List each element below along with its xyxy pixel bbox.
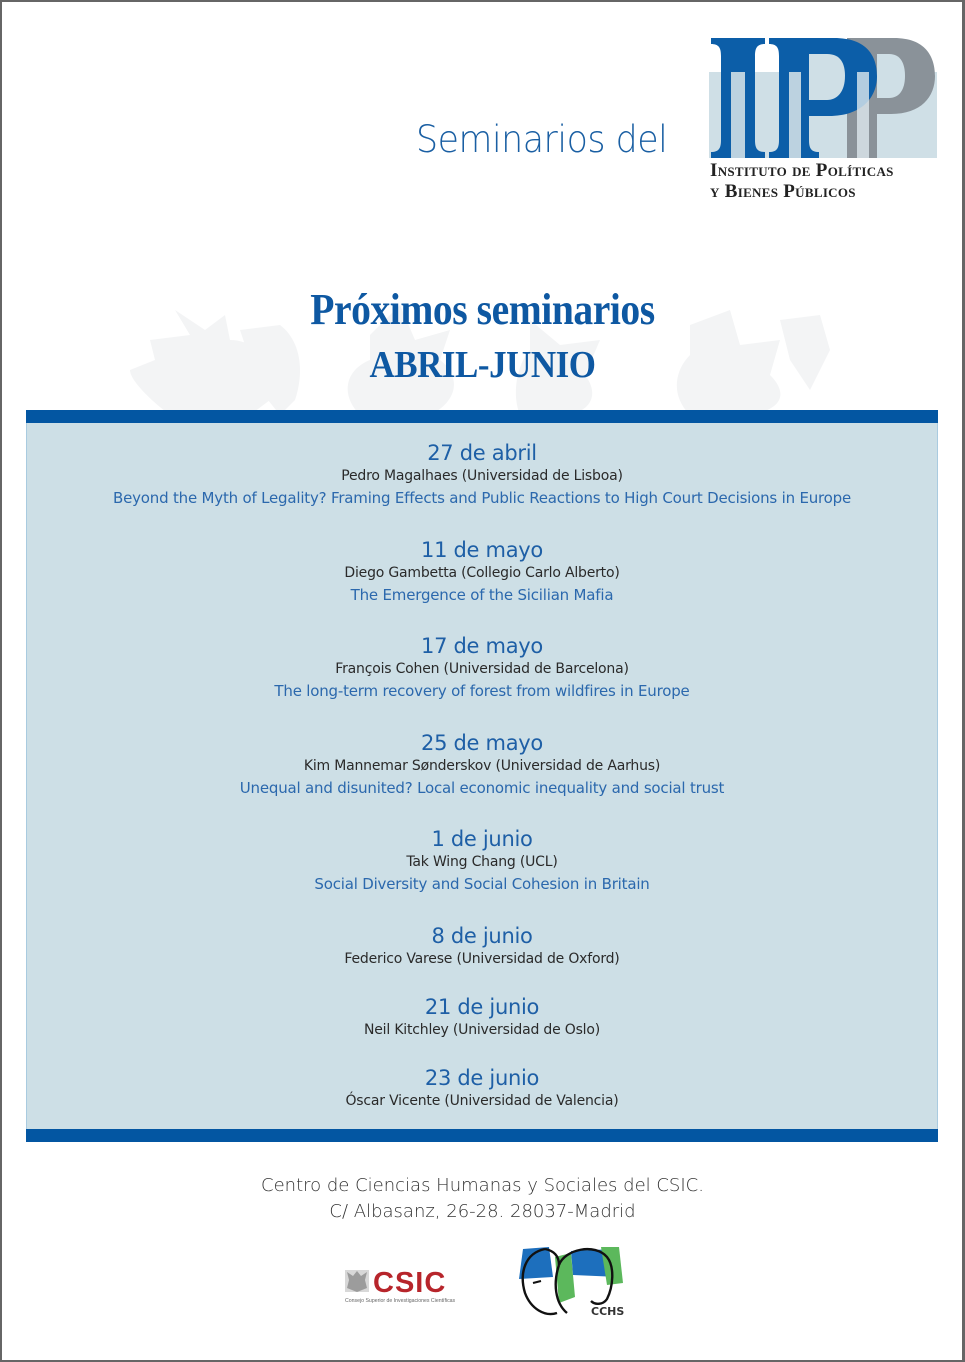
ipp-logo: [709, 34, 937, 158]
seminar-speaker: Diego Gambetta (Collegio Carlo Alberto): [344, 565, 620, 581]
period-subtitle: ABRIL-JUNIO: [369, 344, 596, 386]
csic-wordmark: CSIC: [373, 1267, 447, 1299]
top-divider-bar: [26, 410, 938, 423]
seminar-speaker: François Cohen (Universidad de Barcelona): [335, 661, 629, 677]
cchs-logo: [515, 1243, 640, 1321]
address-line-2: C/ Albasanz, 26-28. 28037-Madrid: [329, 1201, 636, 1222]
seminar-date: 21 de junio: [424, 995, 540, 1019]
series-label: Seminarios del: [416, 118, 668, 161]
institute-name-line2: y Bienes Públicos: [710, 181, 856, 202]
csic-subtitle: Consejo Superior de Investigaciones Científicas: [345, 1298, 456, 1304]
seminar-speaker: Kim Mannemar Sønderskov (Universidad de Aarhus): [303, 758, 661, 774]
seminar-item: [26, 994, 938, 1040]
institute-name: [710, 160, 894, 202]
seminar-item: [26, 826, 938, 896]
seminar-date: 23 de junio: [424, 1066, 540, 1090]
cchs-wordmark: CCHS: [591, 1305, 625, 1318]
address-line-1: Centro de Ciencias Humanas y Sociales del CSIC.: [261, 1175, 704, 1196]
seminar-date: 11 de mayo: [421, 538, 543, 562]
seminar-item: [26, 440, 938, 510]
bottom-divider-bar: [26, 1129, 938, 1142]
page-title: Próximos seminarios: [310, 285, 655, 334]
seminar-item: [26, 633, 938, 703]
seminar-date: 8 de junio: [431, 924, 533, 948]
seminar-date: 1 de junio: [431, 827, 533, 851]
seminar-speaker: Neil Kitchley (Universidad de Oslo): [364, 1022, 600, 1038]
seminar-speaker: Pedro Magalhaes (Universidad de Lisboa): [341, 468, 623, 484]
csic-crest-icon: [345, 1270, 369, 1292]
seminar-speaker: Tak Wing Chang (UCL): [406, 854, 558, 870]
csic-logo: [343, 1266, 488, 1306]
seminar-item: [26, 537, 938, 607]
institute-name-line1: Instituto de Políticas: [710, 160, 894, 181]
seminar-topic: The Emergence of the Sicilian Mafia: [350, 586, 614, 604]
seminar-date: 27 de abril: [427, 441, 537, 465]
seminar-date: 17 de mayo: [421, 634, 543, 658]
seminar-speaker: Federico Varese (Universidad de Oxford): [344, 951, 620, 967]
seminar-item: [26, 730, 938, 800]
seminar-topic: Beyond the Myth of Legality? Framing Effects and Public Reactions to High Court Decisions in Europe: [112, 489, 852, 507]
seminar-date: 25 de mayo: [421, 731, 543, 755]
seminar-topic: Unequal and disunited? Local economic inequality and social trust: [239, 779, 725, 797]
seminar-item: [26, 1065, 938, 1111]
seminar-speaker: Óscar Vicente (Universidad de Valencia): [345, 1093, 619, 1109]
seminar-item: [26, 923, 938, 969]
seminar-topic: Social Diversity and Social Cohesion in Britain: [314, 875, 650, 893]
seminar-topic: The long-term recovery of forest from wildfires in Europe: [274, 682, 690, 700]
